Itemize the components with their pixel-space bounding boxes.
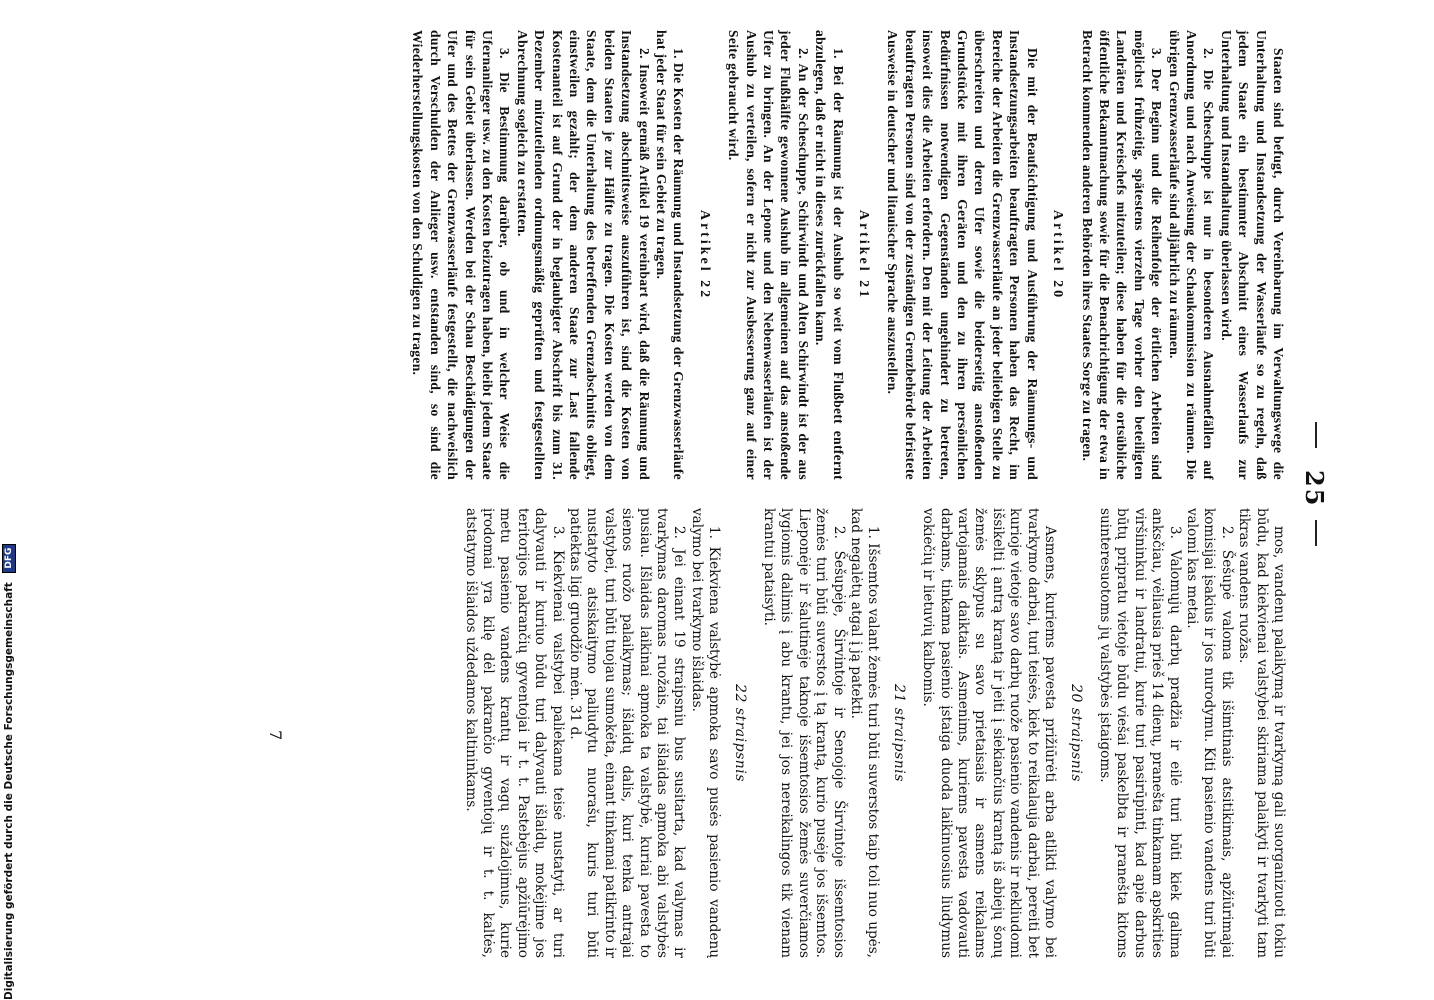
lithuanian-article-19-paragraph-3: 3. Valomųjų darbų pradžia ir eilė turi būti kiek galima anksčiau, vėliausia prieš 14 dienų, pranešta tinkamam apskrities viršininkui ir landratui, kurie turi pasirūpinti, kad apie darbus būtų pripratu vietoje būdu viešai paskelbta ir pranešta kitoms suinteresuotoms jų valstybės įstaigoms. (1096, 508, 1183, 958)
page-number-dash-left (1315, 422, 1317, 448)
lithuanian-article-19-paragraph-2: 2. Šešupė valoma tik išimtinais atsitikimais, apžiūrimajai komisijai įsakius ir jos nurodymu. Kiti pasienio vandens turi būti valomi kas metai. (1183, 508, 1235, 958)
lithuanian-article-20-heading: 20 straipsnis (1067, 684, 1084, 782)
german-article-22-heading: Artikel 22 (696, 209, 712, 301)
german-article-21-paragraph-2: 2. An der Scheschuppe, Schirwindt und Alten Schirwindt ist der aus jeder Flußhälfte gewonnene Aushub im allgemeinen auf das anstoßende Ufer zu bringen. An der Lepone und den Nebenwasserläufen ist der Aushub zu verteilen, sofern er nicht zur Ausbesserung ganz auf einer Seite gebraucht wird. (726, 30, 811, 480)
german-article-22-paragraph-2: 2. Insoweit gemäß Artikel 19 vereinbart wird, daß die Räumung und Instandsetzung abschnittsweise auszuführen ist, sind die Kosten von beiden Staaten je zur Hälfte zu tragen. Die Kosten werden von dem Staate, dem die Unterhaltung des betreffenden Grenzabschnitts obliegt, einstweilen gezahlt; der dem anderen Staate zur Last fallende Kostenanteil ist auf Grund der in beglaubigter Abschrift bis zum 31. Dezember mitzuteilenden ordnungsmäßig geprüften und festgestellten Abrechnung sogleich zu erstatten. (514, 30, 652, 480)
lithuanian-article-22-paragraph-2: 2. Jei einant 19 straipsniu bus susitarta, kad valymas ir tvarkymas daromas ruožais, tai išlaidas apmoka abi valstybės pusiau. Išlaidas laikinai apmoka ta valstybė, kuriai pavesta to sienos ruožo palaikymas; išlaidų dalis, kuri tenka antrajai valstybei, turi būti tuojau sumokėta, einant tinkamai patikrinto ir nustatyto atsiskaitymo paliudytu nuorašu, kuris turi būti patiektas ligi gruodžio mėn. 31 d. (566, 508, 688, 958)
page-number-dash-right (1315, 520, 1317, 546)
german-article-20-paragraph: Die mit der Beaufsichtigung und Ausführung der Räumungs- und Instandsetzungsarbeiten beauftragten Personen haben das Recht, im Bereiche der Arbeiten die Grenzwasserläufe an jeder beliebigen Stelle zu überschreiten und deren Ufer sowie die beiderseitig anstoßenden Grundstücke mit ihren Geräten und den zu ihren persönlichen Bedürfnissen notwendigen Gegenständen ungehindert zu betreten, insoweit dies die Arbeiten erfordern. Den mit der Leitung der Arbeiten beauftragten Personen sind von der zuständigen Grenzbehörde befristete Ausweise in deutscher und litauischer Sprache auszustellen. (885, 30, 1040, 480)
page-number: 25 (1300, 470, 1329, 508)
lithuanian-article-22-paragraph-1: 1. Kiekviena valstybė apmoka savo pusės pasienio vandenų valymo bei tvarkymo išlaidas. (688, 508, 723, 958)
german-article-20-heading: Artikel 20 (1050, 209, 1066, 301)
lithuanian-article-21-paragraph-2: 2. Šešupėje, Širvintoje ir Senojoje Širvintoje išsemtosios žemės turi būti suverstos į tą krantą, kurio pusėje jos išsemtos. Lieponėje ir šalutinėje taknoje išsemtosios žemės suverčiamos lygiomis dalimis į abu krantu, jei jos nereikalingos tik vienam krantui pataisyti. (761, 508, 847, 958)
german-column (409, 30, 1287, 480)
digitization-credit (2, 544, 16, 1000)
german-article-22-paragraph-1: 1. Die Kosten der Räumung und Instandsetzung der Grenzwasserläufe hat jeder Staat für sein Gebiet zu tragen. (654, 30, 687, 480)
lithuanian-article-20-paragraph: Asmens, kuriems pavesta prižiūrėti arba atlikti valymo bei tvarkymo darbai, turi teisės, kiek to reikalauja darbai, pereiti bet kurioje vietoje savo darbų ruože pasienio vandenis ir nekliudomi išsikelti į antrą krantą ir jeiti į siekiančius krantą iš abiejų šonų žemės sklypus su savo prietaisais ir asmens reikalams vartojamais daiktais. Asmenims, kuriems pavesta vadovauti darbams, tinkama pasienio įstaiga duoda laikinuosius liudymus vokiečių ir lietuvių kalbomis. (920, 508, 1059, 958)
document-page (175, 30, 1335, 980)
lithuanian-article-21-paragraph-1: 1. Išsemtos valant žemės turi būti suverstos taip toli nuo upės, kad negalėtų atgal į ją patekti. (848, 508, 882, 958)
dfg-logo-icon: DFG (2, 544, 16, 573)
german-article-19-paragraph-3: 3. Der Beginn und die Reihenfolge der örtlichen Arbeiten sind möglichst frühzeitig, spätestens vierzehn Tage vorher den beteiligten Landräten und Kreischefs mitzuteilen; diese haben für die ortsübliche öffentliche Bekanntmachung sowie für die Benachrichtigung der etwa in Betracht kommenden anderen Behörden ihres Staates Sorge zu tragen. (1079, 30, 1165, 480)
credit-text: Digitalisierung gefördert durch die Deutsche Forschungsgemeinschaft (3, 582, 15, 1000)
sheet-number: 7 (266, 730, 285, 741)
lithuanian-intro-paragraph: mos, vandenų palaikymą ir tvarkymą gali suorganizuoti tokiu būdu, kad kiekvienai valstybei skiriama palaikyti ir tvarkyti tam tikras vandens ruožas. (1236, 508, 1287, 958)
lithuanian-article-22-paragraph-3: 3. Kiekvienai valstybei paliekama teisė nustatyti, ar turi dalyvauti ir kuriuo būdu turi dalyvauti išlaidų, mokėjime jos teritorijos pakrančių gyventojai ir t. t. Pastebėjus apžiūrėjimo metu pasienio vandens krantų ir vagų sužalojimus, kurie įrodomai yra kilę dėl pakrančio gyventojų ir t. t. kaltės, atstatymo išlaidos uždedamos kaltininkams. (462, 508, 566, 958)
lithuanian-article-22-heading: 22 straipsnis (731, 684, 748, 782)
german-article-21-paragraph-1: 1. Bei der Räumung ist der Aushub so weit vom Flußbett entfernt abzulegen, daß er nicht in dieses zurückfallen kann. (813, 30, 846, 480)
german-article-22-paragraph-3: 3. Die Bestimmung darüber, ob und in welcher Weise die Ufernanlieger usw. zu den Kosten beizutragen haben, bleibt jedem Staate für sein Gebiet überlassen. Werden bei der Schau Beschädigungen der Ufer und des Bettes der Grenzwasserläufe festgestellt, die nachweislich durch Verschulden der Anlieger usw. entstanden sind, so sind die Wiederherstellungskosten von den Schuldigen zu tragen. (410, 30, 513, 480)
german-article-21-heading: Artikel 21 (856, 209, 872, 301)
lithuanian-article-21-heading: 21 straipsnis (890, 684, 907, 782)
german-intro-paragraph: Staaten sind befugt, durch Vereinbarung im Verwaltungswege die Unterhaltung und Instandsetzung der Wasserläufe so zu regeln, daß jedem Staate ein bestimmter Abschnitt eines Wasserlaufs zur Unterhaltung und Instandhaltung überlassen wird. (1218, 30, 1286, 480)
lithuanian-column (461, 508, 1287, 958)
german-article-19-paragraph-2: 2. Die Scheschuppe ist nur in besonderen Ausnahmefällen auf Anordnung und nach Anweisung der Schaukommission zu räumen. Die übrigen Grenzwasserläufe sind alljährlich zu räumen. (1166, 30, 1217, 480)
